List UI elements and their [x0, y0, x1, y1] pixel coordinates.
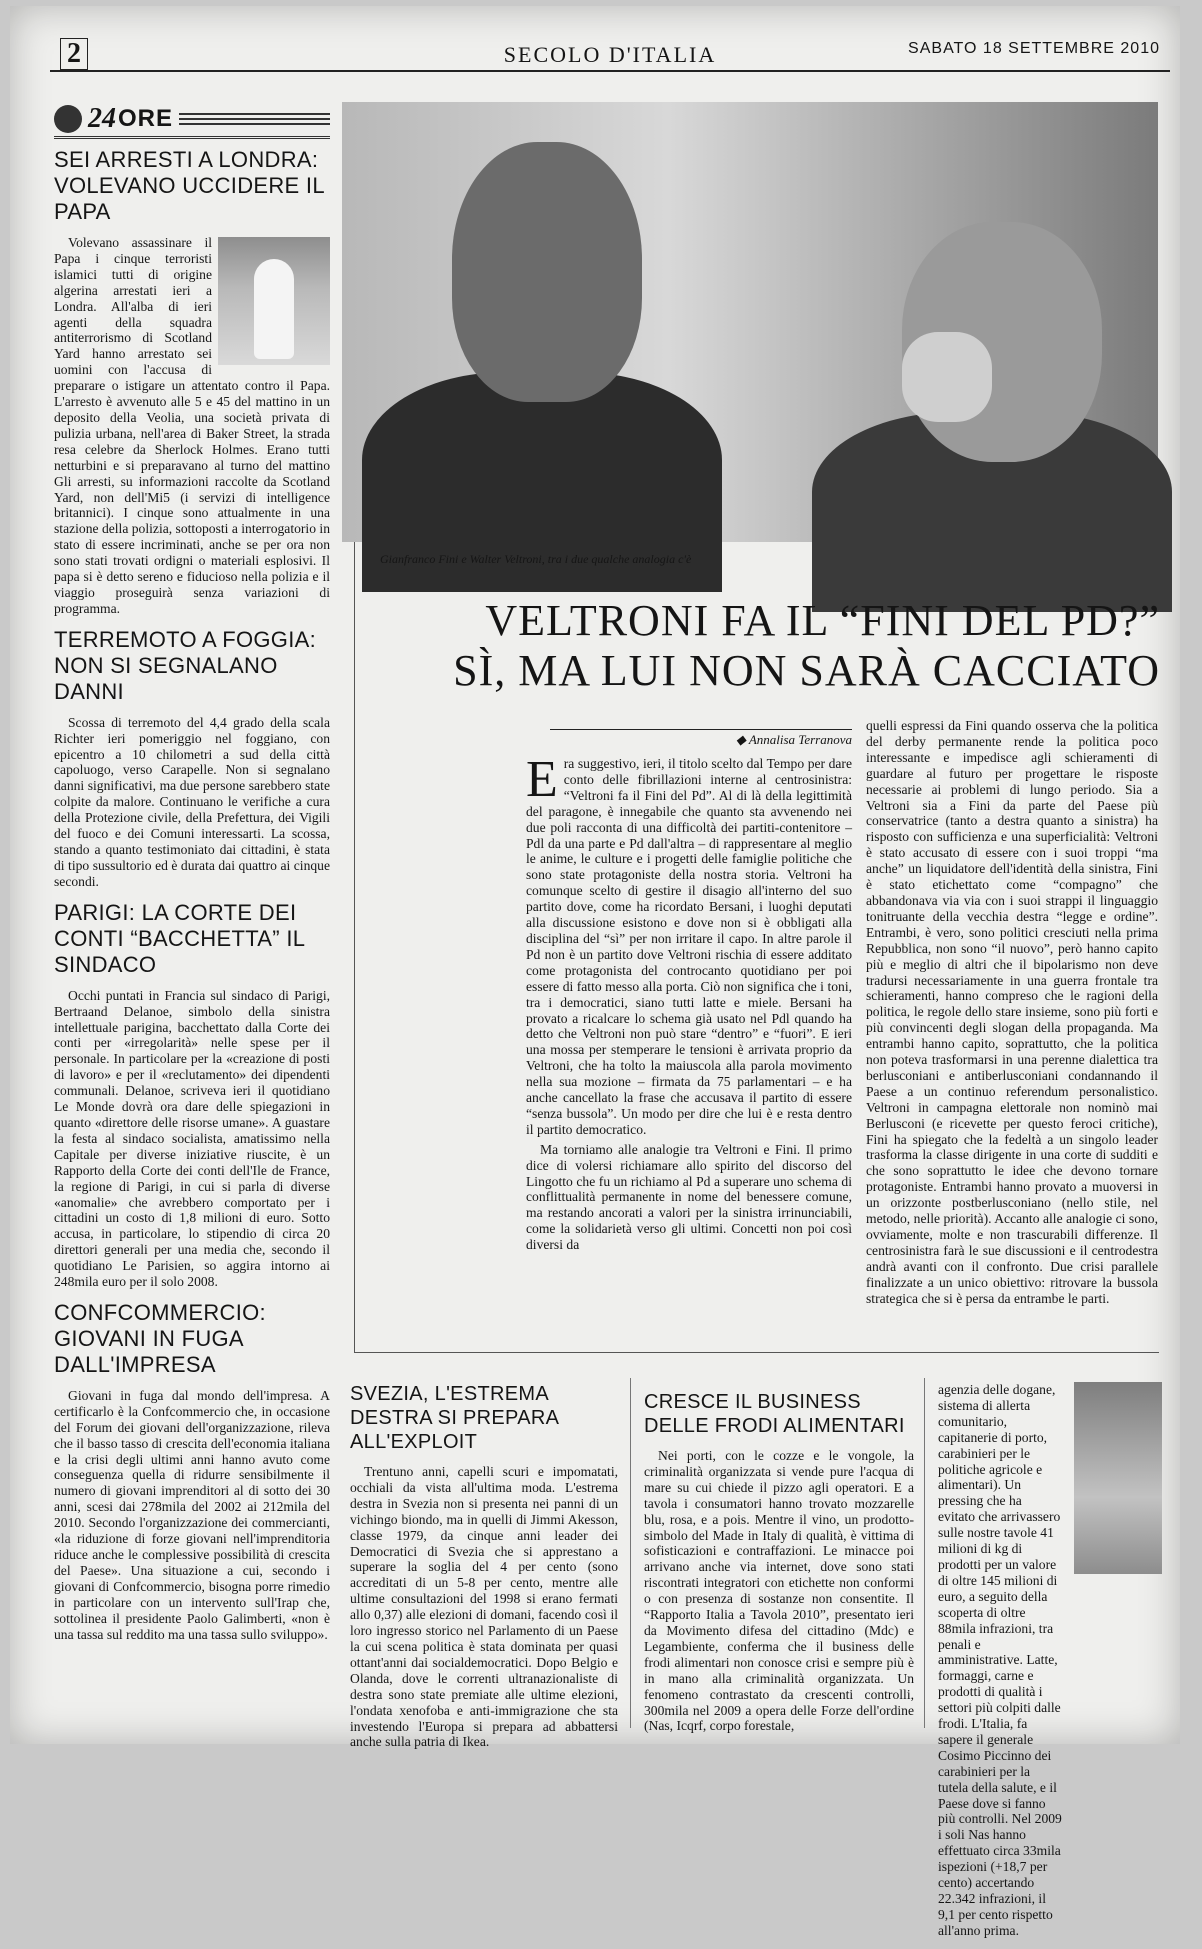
story-title: CONFCOMMERCIO: GIOVANI IN FUGA DALL'IMPRESA — [54, 1299, 266, 1377]
logo-label: ORE — [118, 105, 174, 132]
story-body: Occhi puntati in Francia sul sindaco di Parigi, Bertraand Delanoe, simbolo della sinistra intellettuale parigina, bacchettato dalla Corte dei conti per «irregolarità» nelle spese per il personale. In particolare per la «creazione di posti di lavoro» e per il «reclutamento» dei dipendenti communali. Delanoe, scriveva ieri il quotidiano Le Monde dovrà ora dare delle spiegazioni in quanto «direttore delle risorse umane». A guastare la festa al sindaco socialista, amatissimo nella Capitale per diverse iniziative riuscite, è un Rapporto della Corte dei conti dell'Ile de France, la regione di Parigi, in cui si parla di diverse «anomalie» che avrebbero comportato per i cittadini un costo di 1,8 milioni di euro. Sotto accusa, in particolare, lo stipendio di circa 20 direttori generali per una media che, secondo il quotidiano Le Parisien, so aggira intorno ai 248mila euro per il solo 2008. — [54, 987, 330, 1290]
headline-line2: SÌ, MA LUI NON SARÀ CACCIATO — [453, 646, 1160, 695]
story-frodi — [644, 1384, 914, 1744]
issue-date: SABATO 18 SETTEMBRE 2010 — [908, 40, 1160, 57]
main-photo — [342, 102, 1158, 542]
publication-name: SECOLO D'ITALIA — [503, 42, 717, 67]
globe-icon — [54, 105, 82, 133]
left-column — [54, 102, 330, 1724]
page-header — [50, 36, 1170, 72]
story-title: SVEZIA, L'ESTREMA DESTRA SI PREPARA ALL'EXPLOIT — [350, 1383, 559, 1453]
story-body: agenzia delle dogane, sistema di allerta comunitario, capitanerie di porto, carabinieri per le politiche agricole e alimentari). Un pressing che ha evitato che arrivassero sulle nostre tavole 41 milioni di kg di prodotti per un valore di oltre 145 milioni di euro, a seguito della scoperta di oltre 88mila infrazioni, tra penali e amministrative. Latte, formaggi, carne e prodotti di qualità i settori più colpiti dalle frodi. L'Italia, fa sapere il generale Cosimo Piccinno dei carabinieri per la tutela della salute, e il Paese dove si fanno più controlli. Nel 2009 i soli Nas hanno effettuato circa 33mila ispezioni (+18,7 per cento) accertando 22.342 infrazioni, il 9,1 per cento rispetto all'anno prima. — [938, 1382, 1062, 1938]
newspaper-page — [10, 6, 1180, 1938]
story-title: CRESCE IL BUSINESS DELLE FRODI ALIMENTARI — [644, 1391, 905, 1437]
article-column-1 — [526, 751, 852, 1257]
byline: ◆ Annalisa Terranova — [550, 729, 852, 748]
headline-line1: VELTRONI FA IL “FINI DEL PD?” — [485, 596, 1160, 645]
pope-photo — [218, 237, 330, 365]
story-frodi-continued — [938, 1382, 1062, 1949]
photo-caption: Gianfranco Fini e Walter Veltroni, tra i due qualche analogia c'è — [380, 552, 692, 566]
food-photo — [1074, 1382, 1162, 1574]
story-body: Scossa di terremoto del 4,4 grado della scala Richter ieri pomeriggio nel foggiano, con epicentro a 10 chilometri a sud della città capoluogo, verso Carapelle. Non si segnalano danni significativi, ma due persone sarebbero state colpite da malore. Continuano le verifiche a cura della Protezione civile, della Prefettura, dei Vigili del fuoco e dei Comuni interessarti. La scossa, stando a quanto testimoniato dai cittadini, è stata di tipo sussultorio ed è durata dai quattro ai cinque secondi. — [54, 714, 330, 889]
column-divider — [630, 1378, 631, 1728]
story-confcommercio — [54, 1300, 330, 1643]
story-parigi — [54, 900, 330, 1290]
main-headline — [350, 596, 1160, 696]
story-body: Nei porti, con le cozze e le vongole, la criminalità organizzata si vende pure l'acqua di mare su cui chiede il pizzo agli operatori. E a tavola i consumatori hanno trovato mozzarelle blu, rosa, e a pois. Mentre il vino, un prodotto-simbolo del Made in Italy di qualità, è vittima di sofisticazioni e contraffazioni. Le minacce poi arrivano anche via internet, dove sono stati riscontrati integratori con etichette non conformi o con presenza di sostanze non consentite. Il “Rapporto Italia a Tavola 2010”, presentato ieri da Movimento difesa del cittadino (Mdc) e Legambiente, conferma che il business delle frodi alimentari non conosce crisi e sempre più è in mano alla criminalità organizzata. Un fenomeno contrastato da crescenti controlli, 300mila nel 2009 a opera delle Forze dell'ordine (Nas, Icqrf, corpo forestale, — [644, 1448, 914, 1734]
story-title: SEI ARRESTI A LONDRA: VOLEVANO UCCIDERE IL PAPA — [54, 147, 325, 224]
page-number: 2 — [60, 38, 88, 70]
story-body: Trentuno anni, capelli scuri e impomatati, occhiali da vista all'ultima moda. L'estrema destra in Svezia non si presenta nei panni di un vichingo biondo, ma in quelli di Jimmi Akesson, classe 1979, da cinque anni leader dei Democratici di Svezia che si apprestano a superare la soglia del 4 per cento (sono accreditati di un 5-8 per cento, mentre alle ultime consultazioni del 1998 si erano fermati allo 0,37) alle elezioni di domani, facendo così il loro ingresso storico nel Parlamento di un Paese la cui scena politica è stata dominata per quasi ottant'anni dai socialdemocratici. Dopo Belgio e Olanda, dove le correnti ultranazionaliste di destra sono state premiate alle ultime elezioni, l'ondata xenofoba e anti-immigrazione che sta investendo l'Europa si prepara ad abbattersi anche sulla patria di Ikea. — [350, 1464, 618, 1750]
drop-cap: E — [526, 751, 558, 808]
story-foggia — [54, 627, 330, 890]
photo-hand — [902, 332, 992, 422]
article-paragraph: quelli espressi da Fini quando osserva che la politica del derby permanente rende la politica poco interessante e impedisce agli schieramenti di guardare al futuro per progettare le risposte necessarie ai problemi di lungo periodo. Sia a Veltroni sia a Fini da parte del Paese più conservatrice (tanto a destra quanto a sinistra) ha risposto con sufficienza e una superficialità: Veltroni è stato accusato di essere con i suoi troppi “ma anche” un liquidatore dell'identità della sinistra, Fini è stato etichettato come “compagno” che abbandonava via via con i suoi strappi il linguaggio tonitruante della vecchia destra “legge e ordine”. Entrambi, è vero, sono politici cresciuti nella prima Repubblica, non sono “il nuovo”, però hanno capito più e meglio di altri che il bipolarismo non deve tradursi necessariamente in una guerra frontale tra schieramenti, hanno compreso che le ragioni della politica, le regole dello stare insieme, sono più forti e più convincenti degli slogan della propaganda. Ma entrambi hanno capito, soprattutto, che la politica non poteva trasformarsi in una perenne dialettica tra berlusconiani e antiberlusconiani condannando il Paese a un continuo referendum personalistico. Veltroni in campagna elettorale non nominò mai Berlusconi (e ricevette per questo feroci critiche), Fini ha spiegato che la fedeltà a un singolo leader trasforma la classe dirigente in una corte di sudditi e che sono soprattutto le idee che devono tornare protagoniste. Entrambi hanno provato a muoversi in un orizzonte postberlusconiano (nello stile, nel metodo, nelle priorità). Accanto alle analogie ci sono, ovviamente, molte e non trascurabili differenze. Il centrosinistra farà le sue discussioni e il centrodestra andrà avanti con il confronto. Due crisi parallele finalizzate a un unico obiettivo: ritrovare la bussola strategica che si è persa da entrambe le parti. — [866, 718, 1158, 1306]
photo-head-left — [452, 142, 642, 402]
story-body: Volevano assassinare il Papa i cinque terroristi islamici tutti di origine algerina arrestati ieri a Londra. All'alba di ieri agenti della squadra antiterrorismo di Scotland Yard hanno arrestato sei uomini con l'accusa di preparare o istigare un attentato contro il Papa. L'arresto è avvenuto alle 5 e 45 del mattino in un deposito della Veolia, una società privata di pulizia urbana, nell'area di Baker Street, la strada resa celebre da Sherlock Holmes. Erano tutti netturbini e si preparavano al turno del mattino Gli arresti, su informazioni raccolte da Scotland Yard, non dell'Mi5 (i servizi di intelligence britannici). I cinque sono attualmente in una stazione della polizia, sottoposti a interrogatorio in stato di essere incriminati, anche se per ora non sono stati trovati ordigni o materiali esplosivi. Il papa si è detto sereno e fiducioso nella polizia e il viaggio proseguirà senza variazioni di programma. — [54, 235, 330, 616]
story-svezia — [350, 1376, 618, 1760]
story-londra — [54, 147, 330, 617]
story-title: TERREMOTO A FOGGIA: NON SI SEGNALANO DANNI — [54, 626, 316, 704]
article-column-2 — [866, 718, 1158, 1311]
story-body: Giovani in fuga dal mondo dell'impresa. A certificarlo è la Confcommercio che, in occasione del Forum dei giovani dell'organizzazione, rileva che il basso tasso di crescita dell'economia italiana e la crisi degli ultimi anni hanno avuto come conseguenza quella di ridurre sensibilmente il numero di giovani imprenditori al di sotto dei 30 anni, scesi dai 278mila del 2002 ai 212mila del 2010. Secondo l'organizzazione dei commercianti, «la riduzione di forze giovani nell'imprenditoria riduce anche le complessive possibilità di crescita del Paese». Una situazione a cui, secondo i giovani di Confcommercio, bisogna porre rimedio in particolare con un intervento sull'Irap che, sottolinea il presidente Paolo Galimberti, «non è una tassa sul reddito ma una tassa sullo sviluppo». — [54, 1387, 330, 1642]
story-title: PARIGI: LA CORTE DEI CONTI “BACCHETTA” IL SINDACO — [54, 899, 305, 977]
column-divider — [924, 1378, 925, 1728]
article-paragraph: Ma torniamo alle analogie tra Veltroni e Fini. Il primo dice di volersi richiamare allo spirito del discorso del Lingotto che fu un richiamo al Pd a superare uno schema di conflittualità permanente in nome del benessere comune, ma restando ancorati a valori per la sinistra irrinunciabili, come la solidarietà verso gli ultimi. Concetti non poi così diversi da — [526, 1141, 852, 1253]
logo-number: 24 — [88, 103, 116, 134]
24ore-logo — [54, 102, 330, 139]
article-paragraph: ra suggestivo, ieri, il titolo scelto dal Tempo per dare conto delle fibrillazioni interne al centrosinistra: “Veltroni fa il Fini del Pd”. Al di là della legittimità del paragone, è innegabile che quanto sta avvenendo nei due poli racconta di una difficoltà dei partiti-contenitore – Pdl da una parte e Pd dall'altra – di rappresentare al meglio le anime, le culture e i progetti delle famiglie politiche che sono state protagoniste della nostra storia. Veltroni ha comunque scelto di gestire il disagio all'interno del suo partito dove, come ha ricordato Bersani, i luoghi deputati alla discussione esistono e dove non si è obbligati alla disciplina del “sì” per non irritare il capo. In altre parole il Pd non è un partito dove Veltroni rischia di essere additato come protagonista del controcanto quotidiano per poi essere di fatto messo alla porta. Ciò non significa che i toni, tra i democratici, siano tutti latte e miele. Bersani ha provato a ricalcare lo schema già usato nel Pdl quando ha detto che Veltroni non può stare “dentro” e “fuori”. E ieri una mossa per stemperare le tensioni è arrivata proprio da Veltroni, che ha tolto la maiuscola alla parola movimento nella sua mozione – firmata da 75 parlamentari – e ha anche cancellato la frase che accusava il partito di essere “senza bussola”. Un modo per dire che lui è e resta dentro il partito democratico. — [526, 756, 852, 1137]
logo-rule — [179, 113, 330, 125]
